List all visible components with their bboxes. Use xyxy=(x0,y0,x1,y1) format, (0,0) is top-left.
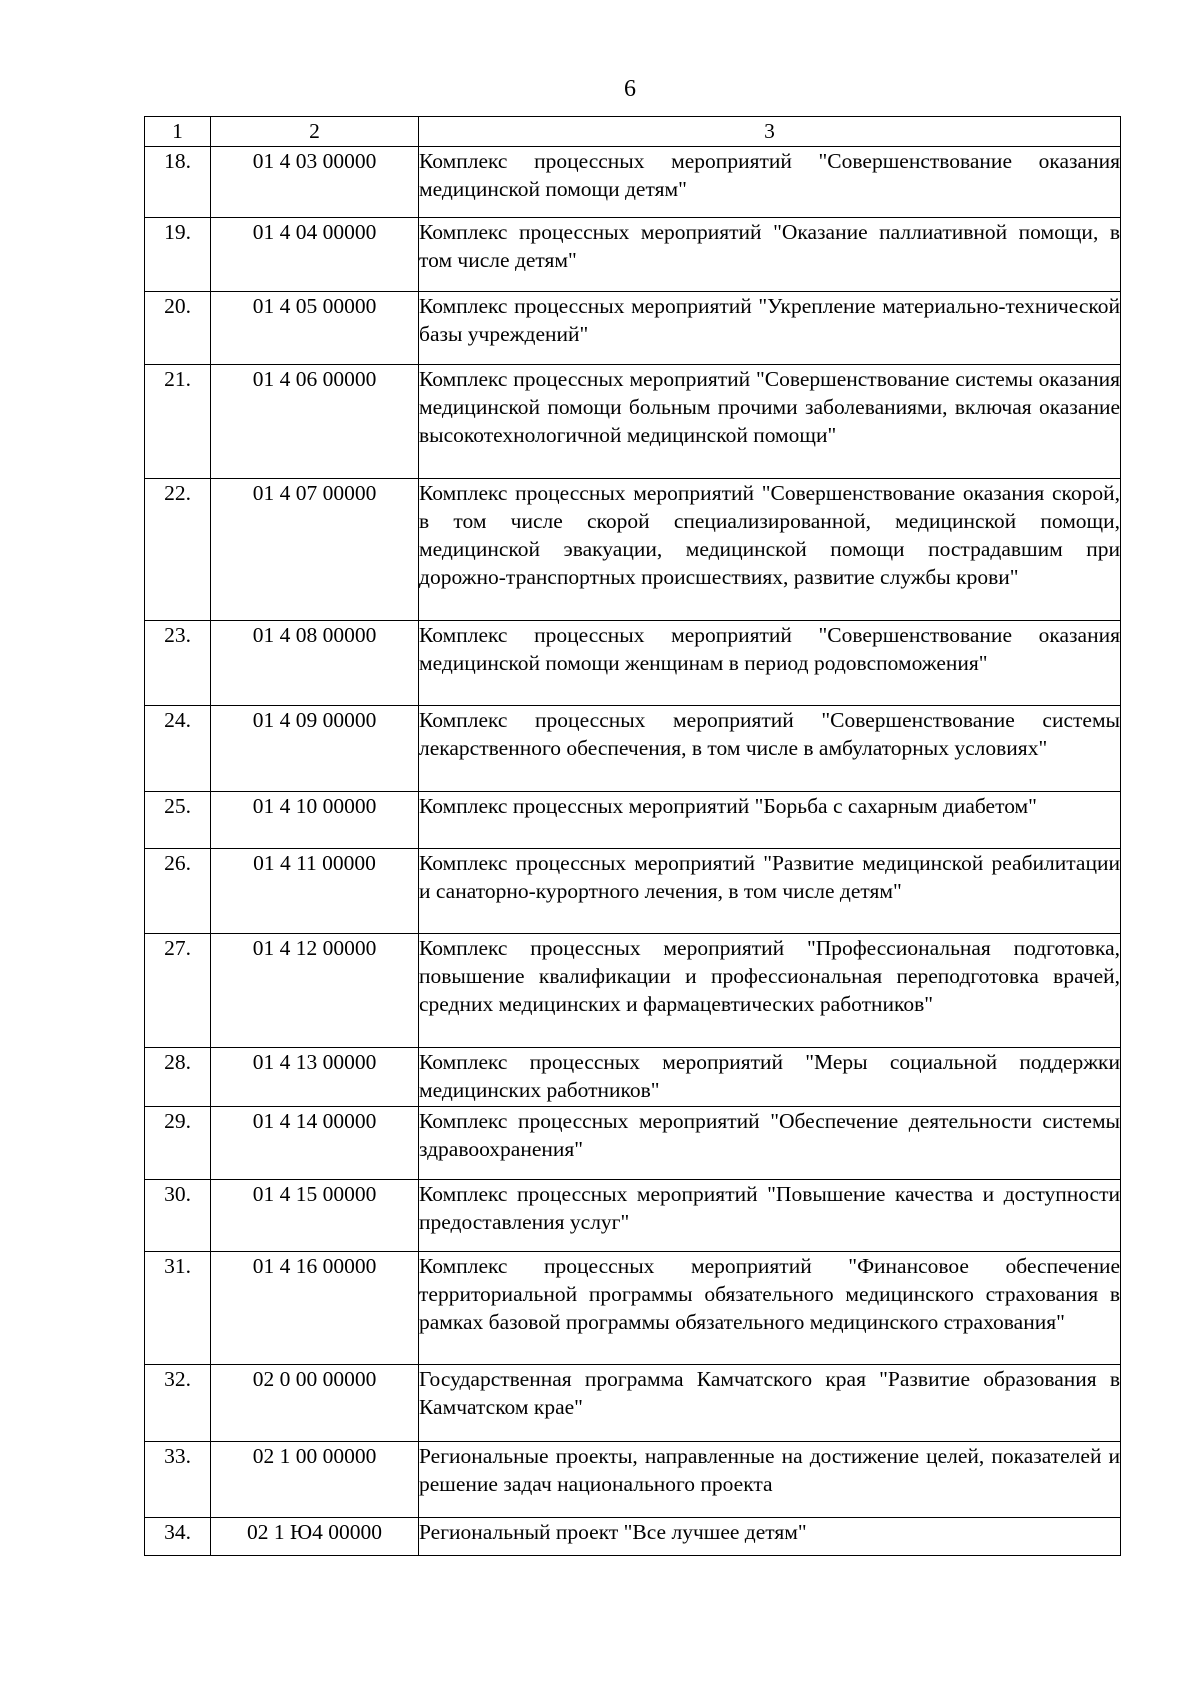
row-number: 26. xyxy=(145,849,211,934)
table-row xyxy=(145,1180,1121,1252)
row-code: 01 4 15 00000 xyxy=(211,1180,419,1252)
row-code: 02 1 Ю4 00000 xyxy=(211,1518,419,1556)
page-number: 6 xyxy=(624,76,636,102)
table-row xyxy=(145,1365,1121,1442)
table-row xyxy=(145,292,1121,365)
table-row xyxy=(145,218,1121,292)
row-number: 19. xyxy=(145,218,211,292)
row-name: Государственная программа Камчатского края "Развитие образования в Камчатском крае" xyxy=(419,1365,1121,1442)
row-code: 02 0 00 00000 xyxy=(211,1365,419,1442)
row-number: 23. xyxy=(145,621,211,706)
row-name: Комплекс процессных мероприятий "Укрепление материально-технической базы учреждений" xyxy=(419,292,1121,365)
row-code: 01 4 12 00000 xyxy=(211,934,419,1048)
row-number: 20. xyxy=(145,292,211,365)
table-header-row xyxy=(145,117,1121,147)
row-code: 01 4 14 00000 xyxy=(211,1107,419,1180)
row-code: 01 4 03 00000 xyxy=(211,147,419,218)
table-row xyxy=(145,1252,1121,1365)
row-number: 22. xyxy=(145,479,211,621)
row-name: Комплекс процессных мероприятий "Совершенствование оказания скорой, в том числе скорой специализированной, медицинской помощи, медицинской эвакуации, медицинской помощи пострадавшим при дорожно-транспортных происшествиях, развитие службы крови" xyxy=(419,479,1121,621)
row-name: Комплекс процессных мероприятий "Обеспечение деятельности системы здравоохранения" xyxy=(419,1107,1121,1180)
row-code: 01 4 08 00000 xyxy=(211,621,419,706)
row-name: Комплекс процессных мероприятий "Оказание паллиативной помощи, в том числе детям" xyxy=(419,218,1121,292)
row-code: 02 1 00 00000 xyxy=(211,1442,419,1518)
row-number: 24. xyxy=(145,706,211,792)
row-number: 18. xyxy=(145,147,211,218)
row-code: 01 4 09 00000 xyxy=(211,706,419,792)
row-name: Комплекс процессных мероприятий "Совершенствование системы оказания медицинской помощи больным прочими заболеваниями, включая оказание высокотехнологичной медицинской помощи" xyxy=(419,365,1121,479)
table-row xyxy=(145,1048,1121,1107)
classification-table xyxy=(144,116,1121,1556)
row-name: Региональный проект "Все лучшее детям" xyxy=(419,1518,1121,1556)
row-code: 01 4 06 00000 xyxy=(211,365,419,479)
row-number: 34. xyxy=(145,1518,211,1556)
row-number: 31. xyxy=(145,1252,211,1365)
row-number: 25. xyxy=(145,792,211,849)
row-name: Комплекс процессных мероприятий "Совершенствование системы лекарственного обеспечения, в том числе в амбулаторных условиях" xyxy=(419,706,1121,792)
row-number: 29. xyxy=(145,1107,211,1180)
header-cell-1: 1 xyxy=(145,117,211,147)
row-number: 32. xyxy=(145,1365,211,1442)
table-row xyxy=(145,147,1121,218)
row-number: 33. xyxy=(145,1442,211,1518)
row-code: 01 4 07 00000 xyxy=(211,479,419,621)
row-name: Комплекс процессных мероприятий "Совершенствование оказания медицинской помощи женщинам в период родовспоможения" xyxy=(419,621,1121,706)
row-number: 21. xyxy=(145,365,211,479)
row-number: 27. xyxy=(145,934,211,1048)
row-code: 01 4 04 00000 xyxy=(211,218,419,292)
row-code: 01 4 10 00000 xyxy=(211,792,419,849)
row-name: Комплекс процессных мероприятий "Финансовое обеспечение территориальной программы обязательного медицинского страхования в рамках базовой программы обязательного медицинского страхования" xyxy=(419,1252,1121,1365)
table-row xyxy=(145,849,1121,934)
row-code: 01 4 05 00000 xyxy=(211,292,419,365)
row-number: 28. xyxy=(145,1048,211,1107)
row-code: 01 4 16 00000 xyxy=(211,1252,419,1365)
table-row xyxy=(145,479,1121,621)
row-name: Комплекс процессных мероприятий "Борьба с сахарным диабетом" xyxy=(419,792,1121,849)
row-name: Комплекс процессных мероприятий "Меры социальной поддержки медицинских работников" xyxy=(419,1048,1121,1107)
row-name: Комплекс процессных мероприятий "Совершенствование оказания медицинской помощи детям" xyxy=(419,147,1121,218)
table-row xyxy=(145,1518,1121,1556)
row-name: Региональные проекты, направленные на достижение целей, показателей и решение задач национального проекта xyxy=(419,1442,1121,1518)
row-name: Комплекс процессных мероприятий "Профессиональная подготовка, повышение квалификации и профессиональная переподготовка врачей, средних медицинских и фармацевтических работников" xyxy=(419,934,1121,1048)
table-row xyxy=(145,1442,1121,1518)
row-code: 01 4 13 00000 xyxy=(211,1048,419,1107)
table-row xyxy=(145,792,1121,849)
table-row xyxy=(145,365,1121,479)
table-row xyxy=(145,621,1121,706)
table-row xyxy=(145,706,1121,792)
row-code: 01 4 11 00000 xyxy=(211,849,419,934)
table-row xyxy=(145,934,1121,1048)
header-cell-2: 2 xyxy=(211,117,419,147)
header-cell-3: 3 xyxy=(419,117,1121,147)
row-number: 30. xyxy=(145,1180,211,1252)
row-name: Комплекс процессных мероприятий "Развитие медицинской реабилитации и санаторно-курортного лечения, в том числе детям" xyxy=(419,849,1121,934)
row-name: Комплекс процессных мероприятий "Повышение качества и доступности предоставления услуг" xyxy=(419,1180,1121,1252)
table-row xyxy=(145,1107,1121,1180)
